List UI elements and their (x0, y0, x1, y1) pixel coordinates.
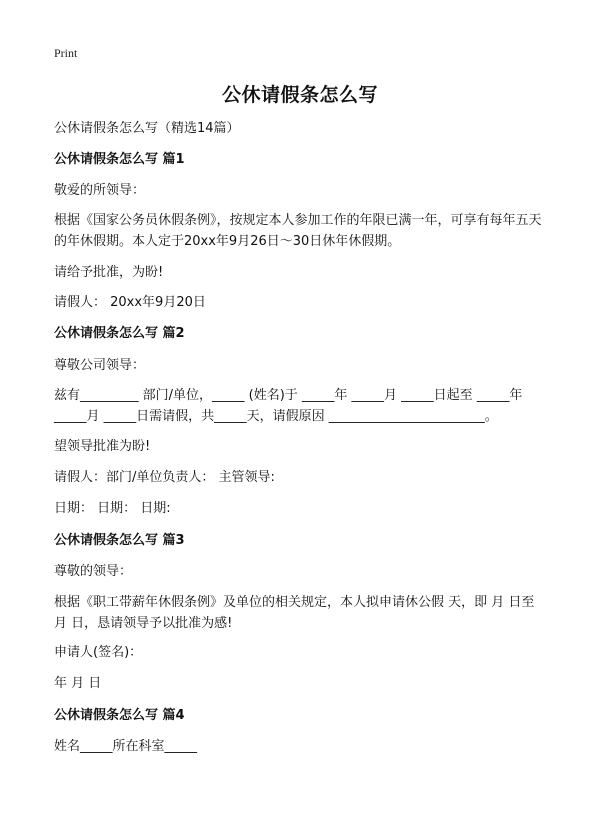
form-fields-4: 姓名_____所在科室_____ (54, 739, 198, 754)
section-heading-1: 公休请假条怎么写 篇1 (54, 152, 185, 167)
print-link[interactable]: Print (54, 46, 78, 60)
form-line-2: _____月 _____日需请假，共_____天，请假原因 ________________________。 (54, 409, 498, 424)
body-paragraph-1: 根据《国家公务员休假条例》，按规定本人参加工作的年限已满一年，可享有每年五天的年休假期。本人定于20xx年9月26日～30日休年休假期。 (54, 213, 542, 249)
signers-line: 请假人：部门/单位负责人： 主管领导: (54, 470, 275, 485)
document-subtitle: 公休请假条怎么写（精选14篇） (54, 121, 240, 136)
date-line-3: 年 月 日 (54, 676, 102, 691)
section-heading-4: 公休请假条怎么写 篇4 (54, 708, 185, 723)
signature-1: 请假人： 20xx年9月20日 (54, 295, 206, 310)
page-title: 公休请假条怎么写 (221, 84, 378, 106)
request-1: 请给予批准，为盼! (54, 265, 164, 280)
section-heading-2: 公休请假条怎么写 篇2 (54, 326, 185, 341)
salutation-3: 尊敬的领导： (54, 564, 133, 579)
body-paragraph-3: 根据《职工带薪年休假条例》及单位的相关规定，本人拟申请休公假 天，即 月 日至 月 日，恳请领导予以批准为感! (54, 595, 535, 631)
dates-line: 日期： 日期： 日期: (54, 501, 171, 516)
salutation-2: 尊敬公司领导： (54, 358, 146, 373)
salutation-1: 敬爱的所领导： (54, 183, 146, 198)
form-line-1: 兹有_________ 部门/单位，_____ (姓名)于 _____年 _____月 _____日起至 _____年 (54, 388, 523, 403)
section-heading-3: 公休请假条怎么写 篇3 (54, 533, 185, 548)
request-2: 望领导批准为盼! (54, 439, 151, 454)
applicant-line: 申请人(签名)： (54, 645, 143, 660)
